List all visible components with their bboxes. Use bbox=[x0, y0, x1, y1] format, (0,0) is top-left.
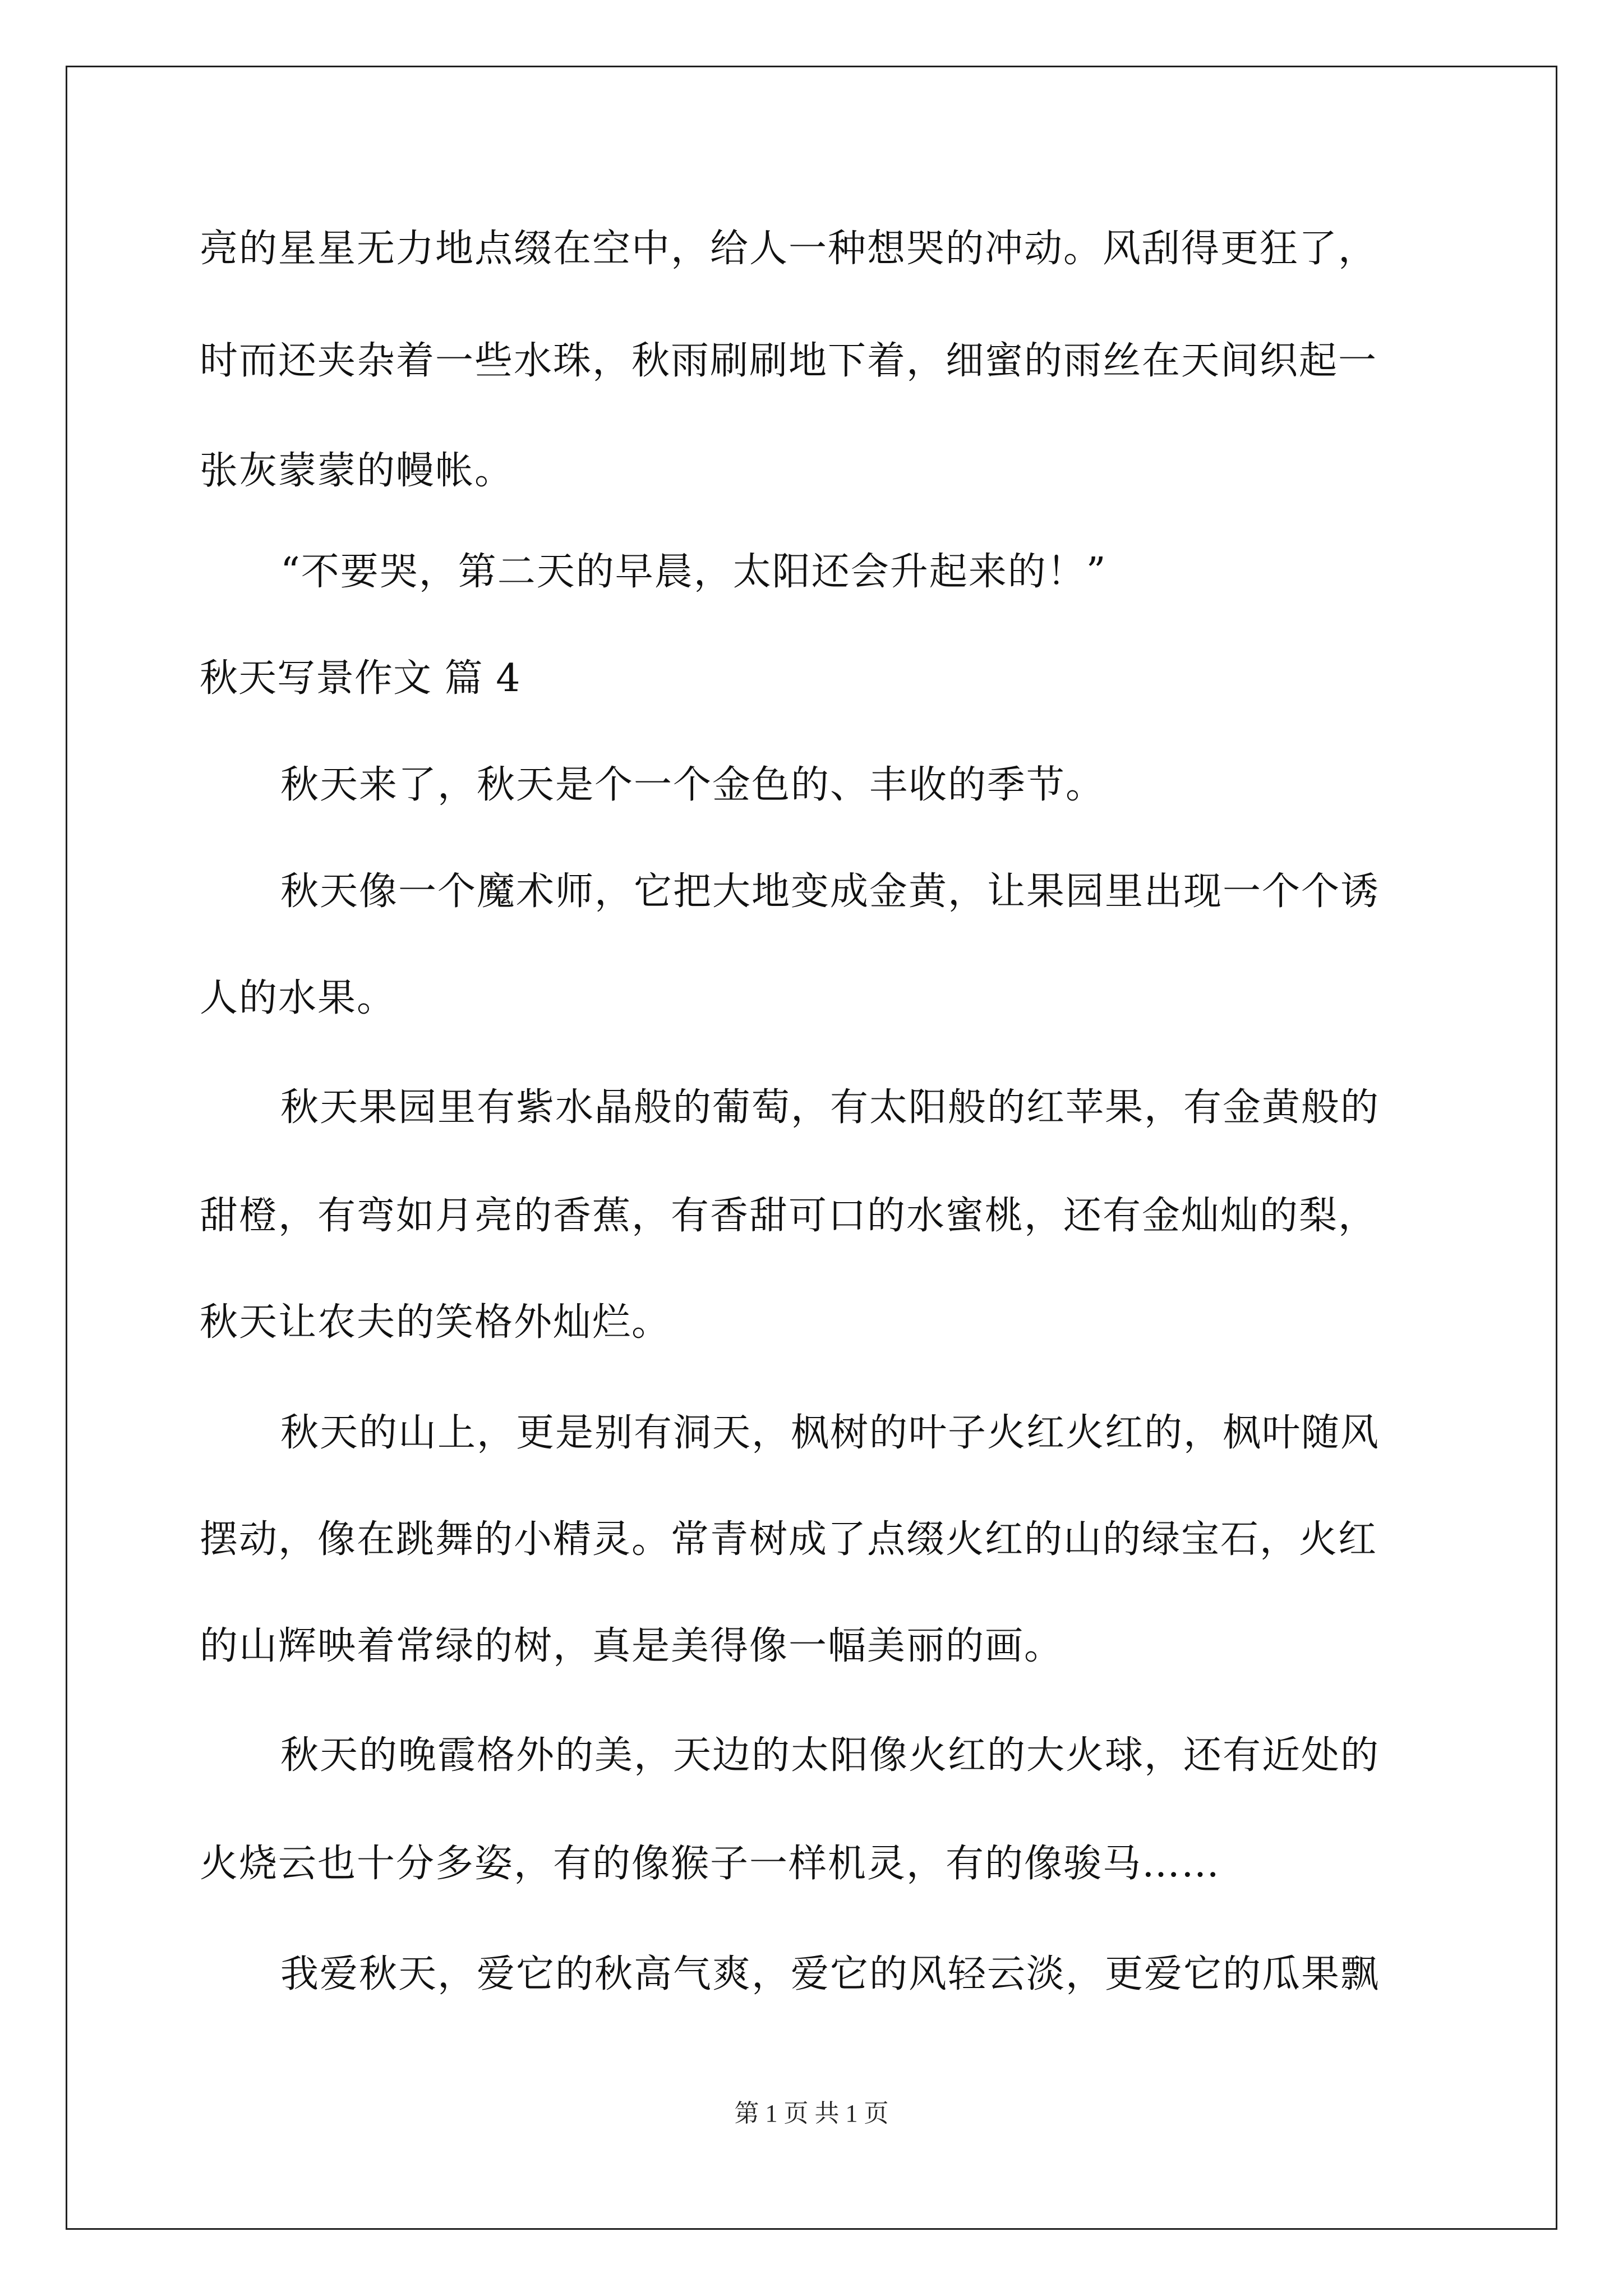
paragraph-2-line-1: 秋天像一个魔术师，它把大地变成金黄，让果园里出现一个个诱 bbox=[280, 869, 1380, 914]
paragraph-3-line-3: 秋天让农夫的笑格外灿烂。 bbox=[200, 1300, 671, 1345]
paragraph-3-line-1: 秋天果园里有紫水晶般的葡萄，有太阳般的红苹果，有金黄般的 bbox=[280, 1085, 1380, 1130]
page-border bbox=[66, 66, 1557, 2230]
body-text-line-1: 亮的星星无力地点缀在空中，给人一种想哭的冲动。风刮得更狂了， bbox=[200, 227, 1378, 271]
quote-line: “不要哭，第二天的早晨，太阳还会升起来的！” bbox=[280, 550, 1107, 594]
paragraph-2-line-2: 人的水果。 bbox=[200, 976, 396, 1020]
paragraph-3-line-2: 甜橙，有弯如月亮的香蕉，有香甜可口的水蜜桃，还有金灿灿的梨， bbox=[200, 1194, 1378, 1238]
body-text-line-3: 张灰蒙蒙的幔帐。 bbox=[200, 449, 514, 493]
paragraph-1-line-1: 秋天来了，秋天是个一个金色的、丰收的季节。 bbox=[280, 763, 1105, 807]
paragraph-4-line-2: 摆动，像在跳舞的小精灵。常青树成了点缀火红的山的绿宝石，火红 bbox=[200, 1517, 1378, 1562]
paragraph-5-line-2: 火烧云也十分多姿，有的像猴子一样机灵，有的像骏马…… bbox=[200, 1842, 1221, 1886]
page-footer: 第 1 页 共 1 页 bbox=[734, 2100, 889, 2127]
paragraph-4-line-3: 的山辉映着常绿的树，真是美得像一幅美丽的画。 bbox=[200, 1624, 1064, 1668]
body-text-line-2: 时而还夹杂着一些水珠，秋雨刷刷地下着，细蜜的雨丝在天间织起一 bbox=[200, 339, 1378, 383]
paragraph-4-line-1: 秋天的山上，更是别有洞天，枫树的叶子火红火红的，枫叶随风 bbox=[280, 1411, 1380, 1455]
paragraph-5-line-1: 秋天的晚霞格外的美，天边的太阳像火红的大火球，还有近处的 bbox=[280, 1733, 1380, 1778]
section-heading: 秋天写景作文 篇 4 bbox=[200, 656, 521, 701]
paragraph-6-line-1: 我爱秋天，爱它的秋高气爽，爱它的风轻云淡，更爱它的瓜果飘 bbox=[280, 1952, 1380, 1996]
